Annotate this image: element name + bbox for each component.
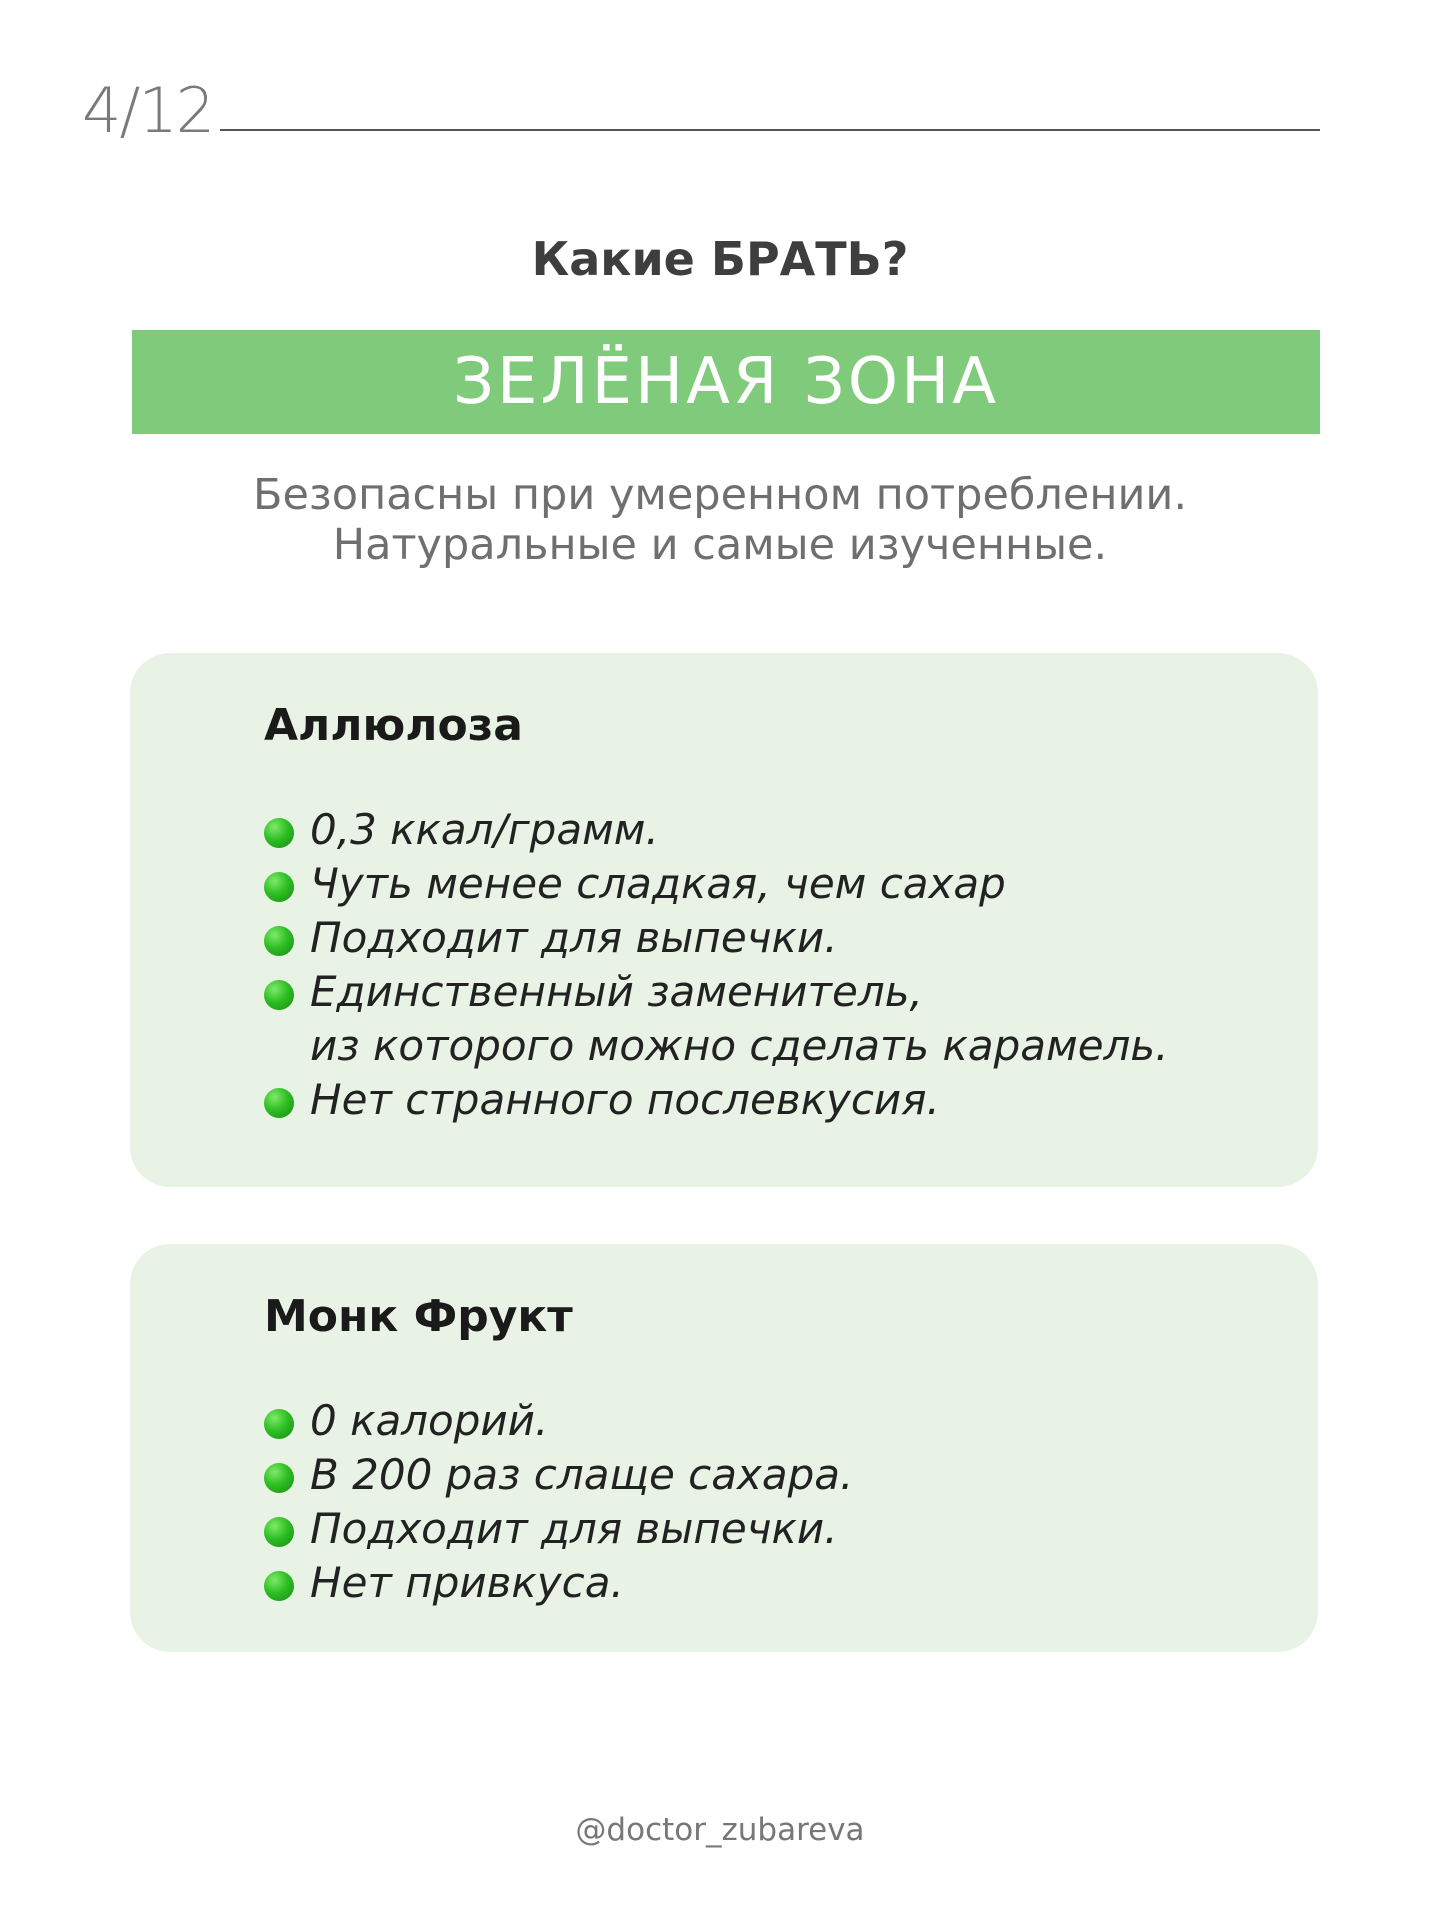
- green-circle-icon: [264, 818, 294, 848]
- card-title: Монк Фрукт: [264, 1291, 573, 1342]
- list-item-text: Чуть менее сладкая, чем сахар: [310, 859, 1006, 908]
- header-divider: [220, 129, 1320, 131]
- list-item-text: Нет странного послевкусия.: [310, 1075, 940, 1124]
- green-circle-icon: [264, 1088, 294, 1118]
- list-item-text: В 200 раз слаще сахара.: [310, 1450, 854, 1499]
- author-handle: @doctor_zubareva: [575, 1812, 865, 1848]
- green-circle-icon: [264, 926, 294, 956]
- intro-text: [0, 470, 1440, 570]
- list-item-text: 0,3 ккал/грамм.: [310, 805, 659, 854]
- page-number: 4/12: [82, 74, 214, 147]
- feature-list: [264, 1394, 853, 1610]
- page-title: Какие БРАТЬ?: [531, 232, 909, 286]
- sweetener-card-allulose: [130, 653, 1318, 1187]
- green-circle-icon: [264, 980, 294, 1010]
- list-item: [264, 1556, 853, 1610]
- list-item: [264, 803, 1169, 857]
- list-item: [264, 857, 1169, 911]
- list-item: [264, 1073, 1169, 1127]
- green-circle-icon: [264, 1463, 294, 1493]
- list-item: [264, 965, 1169, 1073]
- list-item: [264, 1394, 853, 1448]
- list-item: [264, 1502, 853, 1556]
- card-title: Аллюлоза: [264, 700, 523, 751]
- intro-line: Безопасны при умеренном потреблении.: [252, 470, 1188, 520]
- feature-list: [264, 803, 1169, 1127]
- green-circle-icon: [264, 1409, 294, 1439]
- list-item: [264, 911, 1169, 965]
- sweetener-card-monk-fruit: [130, 1244, 1318, 1652]
- list-item-text: Единственный заменитель,: [310, 967, 923, 1016]
- intro-line: Натуральные и самые изученные.: [332, 520, 1108, 570]
- list-item-text: из которого можно сделать карамель.: [310, 1021, 1169, 1070]
- list-item-text: Подходит для выпечки.: [310, 913, 838, 962]
- list-item-text: Подходит для выпечки.: [310, 1504, 838, 1553]
- list-item-text: 0 калорий.: [310, 1396, 549, 1445]
- list-item-text: Нет привкуса.: [310, 1558, 624, 1607]
- zone-banner: [132, 330, 1320, 434]
- list-item: [264, 1448, 853, 1502]
- green-circle-icon: [264, 1517, 294, 1547]
- zone-title: ЗЕЛЁНАЯ ЗОНА: [452, 345, 1000, 419]
- green-circle-icon: [264, 872, 294, 902]
- green-circle-icon: [264, 1571, 294, 1601]
